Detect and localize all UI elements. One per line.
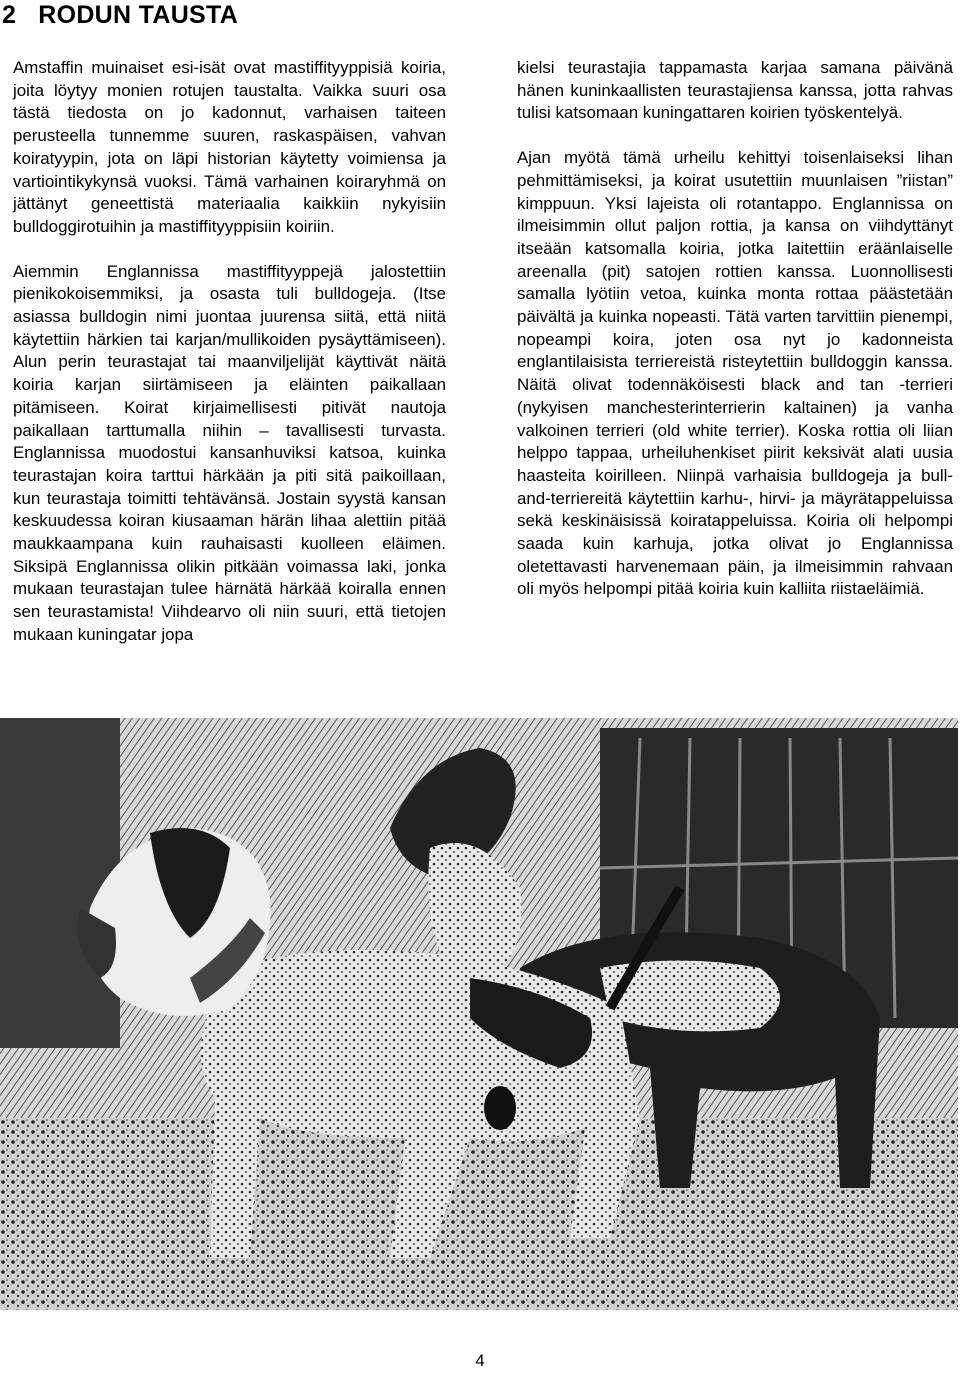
page-number: 4 <box>475 1351 485 1370</box>
dogs-illustration <box>0 718 958 1310</box>
left-column <box>13 57 446 669</box>
paragraph: Ajan myötä tämä urheilu kehittyi toisenlaiseksi lihan pehmittämiseksi, ja koirat usutettiin muunlaisen ”riistan” kimppuun. Yksi lajeista oli rotantappo. Englannissa on ilmeisimmin ollut paljon rottia, ja kansa on viihdyttänyt itseään katsomalla koiria, jotka laitettiin eräänlaiselle areenalla (pit) satojen rottien kanssa. Luonnollisesti samalla lyötiin vetoa, kuinka monta rottaa päästetään päivältä ja kuinka nopeasti. Tätä varten tarvittiin pienempi, nopeampi koira, joten osa nyt jo kadonneista englantilaisista terriereistä risteytettiin bulldoggin kanssa. Näitä olivat todennäköisesti black and tan -terrieri (nykyisen manchesterinterrierin kaltainen) ja vanha valkoinen terrieri (old white terrier). Koska rottia oli liian helppo tappaa, urheiluhenkiset piirit keksivät alati uusia haasteita koirilleen. Niinpä varhaisia bulldogeja ja bull-and-terriereitä käytettiin karhu-, hirvi- ja mäyrätappeluissa sekä keskinäisissä koiratappeluissa. Koiria oli helpompi saada kuin karhuja, jotka olivat jo Englannissa oletettavasti harvenemaan päin, ja ilmeisimmin rahvaan oli myös helpompi pitää koiria kuin kalliita riistaeläimiä. <box>517 148 953 599</box>
paragraph: kielsi teurastajia tappamasta karjaa samana päivänä hänen kuninkaallisten teurastajiensa kanssa, jotta rahvas tulisi katsomaan kuningattaren koirien työskentelyä. <box>517 58 953 123</box>
dogs-engraving-image <box>0 718 958 1310</box>
chapter-heading <box>2 0 942 30</box>
paragraph: Amstaffin muinaiset esi-isät ovat mastiffityyppisiä koiria, joita löytyy monien rotujen taustalta. Vaikka suuri osa tästä tiedosta on jo kadonnut, varhaisen taiteen perusteella tunnemme suuren, raskaspäisen, vahvan koiratyypin, jota on läpi historian käytetty voimiensa ja vartiointikykynsä vuoksi. Tämä varhainen koiraryhmä on jättänyt geneettistä materiaalia kaikkiin nykyisiin bulldoggirotuihin ja mastiffityyppisiin koiriin. <box>13 58 446 236</box>
paragraph: Aiemmin Englannissa mastiffityyppejä jalostettiin pienikokoisemmiksi, ja osasta tuli bulldogeja. (Itse asiassa bulldogin nimi juontaa juurensa siitä, että niitä käytettiin härkien tai karjan/mullikoiden pysäyttämiseen). Alun perin teurastajat tai maanviljelijät käyttivät näitä koiria karjan siirtämiseen ja eläinten paikallaan pitämiseen. Koirat kirjaimellisesti pitivät nautoja paikallaan tarttumalla niihin – tavallisesti turvasta. Englannissa muodostui kansanhuviksi katsoa, kuinka teurastajan koira tarttui härkään ja piti sitä paikoillaan, kun teurastaja toimitti tehtävänsä. Jostain syystä kansan keskuudessa koiran kiusaaman härän lihaa alettiin pitää maukkaampana kuin rauhaisasti kuolleen eläimen. Siksipä Englannissa olikin pitkään voimassa laki, jonka mukaan teurastajan tulee härnätä härkää koiralla ennen sen teurastamista! Viihdearvo oli niin suuri, että tietojen mukaan kuningatar jopa <box>13 261 446 644</box>
chapter-title: RODUN TAUSTA <box>38 1 239 29</box>
right-column <box>517 57 953 623</box>
chapter-number: 2 <box>2 1 17 29</box>
